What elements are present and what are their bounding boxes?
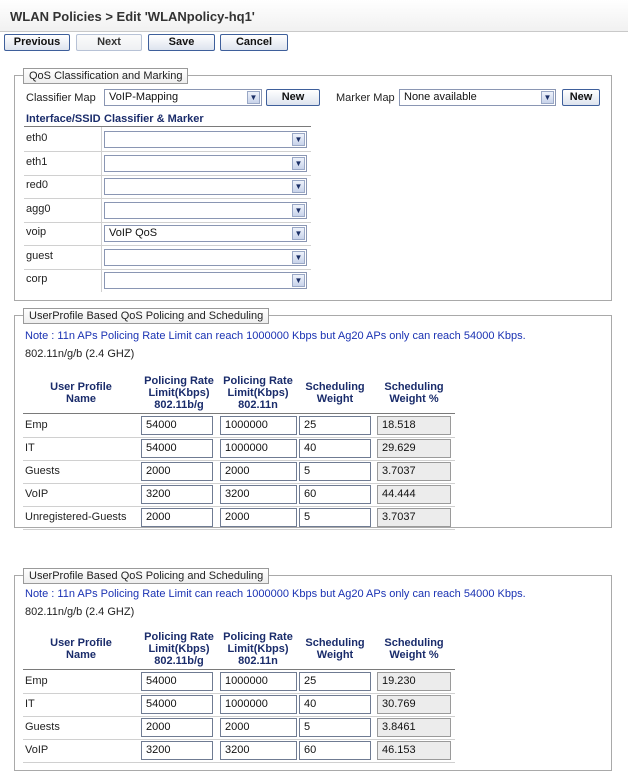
column-header xyxy=(299,637,371,661)
column-header-line: 802.11b/g xyxy=(154,655,204,667)
next-button[interactable]: Next xyxy=(76,34,142,51)
rate-n-input[interactable]: 2000 xyxy=(220,462,297,481)
column-header-line: Limit(Kbps) xyxy=(227,387,289,399)
weight-percent-field: 19.230 xyxy=(377,672,451,691)
interface-name: guest xyxy=(26,249,53,262)
weight-input[interactable]: 40 xyxy=(299,439,371,458)
user-profile-name: Emp xyxy=(25,675,48,687)
column-header-line: Scheduling xyxy=(384,381,444,393)
new-marker-button[interactable]: New xyxy=(562,89,600,106)
column-header-line: Policing Rate xyxy=(223,631,293,643)
marker-map-label: Marker Map xyxy=(336,92,395,104)
classifier-marker-select[interactable] xyxy=(104,202,307,219)
weight-percent-field: 3.7037 xyxy=(377,508,451,527)
row-divider xyxy=(23,529,455,530)
column-header-line: Scheduling xyxy=(305,381,365,393)
column-header xyxy=(25,637,137,661)
column-header-line: Weight xyxy=(316,649,354,661)
interface-name: corp xyxy=(26,273,48,285)
qos-classification-panel xyxy=(14,70,612,301)
weight-percent-field: 30.769 xyxy=(377,695,451,714)
row-divider xyxy=(23,693,455,694)
row-divider xyxy=(24,269,311,270)
chevron-down-icon: ▼ xyxy=(292,251,305,264)
band-label: 802.11n/g/b (2.4 GHZ) xyxy=(25,348,135,360)
row-divider xyxy=(24,175,311,176)
column-header-line: Weight xyxy=(316,393,354,405)
row-divider xyxy=(23,739,455,740)
classifier-marker-select[interactable] xyxy=(104,225,307,242)
column-header-line: Policing Rate xyxy=(144,631,214,643)
weight-input[interactable]: 5 xyxy=(299,508,371,527)
chevron-down-icon: ▼ xyxy=(292,274,305,287)
header-divider xyxy=(23,669,455,670)
chevron-down-icon: ▼ xyxy=(292,180,305,193)
rate-bg-input[interactable]: 3200 xyxy=(141,741,213,760)
weight-percent-field: 3.7037 xyxy=(377,462,451,481)
column-header-line: 802.11n xyxy=(238,399,278,411)
rate-bg-input[interactable]: 2000 xyxy=(141,462,213,481)
classifier-marker-select[interactable] xyxy=(104,131,307,148)
user-profile-name: VoIP xyxy=(25,744,49,756)
weight-percent-field: 29.629 xyxy=(377,439,451,458)
weight-input[interactable]: 5 xyxy=(299,718,371,737)
user-profile-name: Emp xyxy=(25,419,48,431)
header-divider xyxy=(23,413,455,414)
policing-legend: UserProfile Based QoS Policing and Scheduling xyxy=(23,308,269,324)
column-header-line: Limit(Kbps) xyxy=(148,387,210,399)
rate-bg-input[interactable]: 2000 xyxy=(141,508,213,527)
rate-bg-input[interactable]: 3200 xyxy=(141,485,213,504)
column-header-line: 802.11b/g xyxy=(154,399,204,411)
row-divider xyxy=(23,716,455,717)
column-header xyxy=(299,381,371,405)
classifier-map-label: Classifier Map xyxy=(26,92,96,104)
row-divider xyxy=(23,483,455,484)
rate-n-input[interactable]: 1000000 xyxy=(220,695,297,714)
weight-input[interactable]: 60 xyxy=(299,485,371,504)
column-divider xyxy=(101,127,102,292)
qos-classification-legend: QoS Classification and Marking xyxy=(23,68,188,84)
save-button[interactable]: Save xyxy=(148,34,215,51)
row-divider xyxy=(24,151,311,152)
classifier-map-value: VoIP-Mapping xyxy=(109,91,179,103)
weight-input[interactable]: 25 xyxy=(299,672,371,691)
row-divider xyxy=(24,222,311,223)
chevron-down-icon: ▼ xyxy=(292,133,305,146)
policing-note: Note : 11n APs Policing Rate Limit can reach 1000000 Kbps but Ag20 APs only can reach 54000 Kbps. xyxy=(25,330,526,342)
user-profile-name: IT xyxy=(25,698,35,710)
rate-n-input[interactable]: 2000 xyxy=(220,508,297,527)
column-header-line: Weight % xyxy=(389,649,439,661)
row-divider xyxy=(23,460,455,461)
user-profile-name: VoIP xyxy=(25,488,49,500)
interface-name: agg0 xyxy=(26,202,51,215)
column-header xyxy=(219,631,297,667)
column-header xyxy=(141,375,217,411)
column-header-line: User Profile xyxy=(50,381,112,393)
row-divider xyxy=(24,245,311,246)
column-header-line: User Profile xyxy=(50,637,112,649)
column-header xyxy=(25,381,137,405)
rate-bg-input[interactable]: 54000 xyxy=(141,695,213,714)
interface-ssid-header: Interface/SSID xyxy=(26,113,101,125)
marker-map-select[interactable] xyxy=(399,89,556,106)
column-header xyxy=(377,637,451,661)
rate-bg-input[interactable]: 54000 xyxy=(141,672,213,691)
column-header-line: Scheduling xyxy=(384,637,444,649)
user-profile-name: Guests xyxy=(25,721,60,733)
classifier-marker-value: VoIP QoS xyxy=(109,227,158,239)
interface-name: red0 xyxy=(26,179,49,191)
user-profile-name: Unregistered-Guests xyxy=(25,511,127,523)
chevron-down-icon: ▼ xyxy=(247,91,260,104)
classifier-marker-select[interactable] xyxy=(104,178,307,195)
chevron-down-icon: ▼ xyxy=(292,227,305,240)
policing-note-2: Note : 11n APs Policing Rate Limit can reach 1000000 Kbps but Ag20 APs only can reach 54000 Kbps. xyxy=(25,588,526,600)
chevron-down-icon: ▼ xyxy=(292,204,305,217)
row-divider xyxy=(24,198,311,199)
column-header-line: Name xyxy=(66,393,96,405)
classifier-marker-select[interactable] xyxy=(104,249,307,266)
cancel-button[interactable]: Cancel xyxy=(220,34,288,51)
row-divider xyxy=(23,506,455,507)
column-header-line: Scheduling xyxy=(305,637,365,649)
band-label-2: 802.11n/g/b (2.4 GHZ) xyxy=(25,606,135,618)
policing-legend-2: UserProfile Based QoS Policing and Scheduling xyxy=(23,568,269,584)
classifier-marker-select[interactable] xyxy=(104,272,307,289)
interface-name: voip xyxy=(26,226,47,238)
column-header xyxy=(377,381,451,405)
column-header xyxy=(219,375,297,411)
rate-n-input[interactable]: 1000000 xyxy=(220,672,297,691)
weight-input[interactable]: 5 xyxy=(299,462,371,481)
rate-n-input[interactable]: 1000000 xyxy=(220,439,297,458)
previous-button[interactable]: Previous xyxy=(4,34,70,51)
weight-percent-field: 18.518 xyxy=(377,416,451,435)
new-classifier-button[interactable]: New xyxy=(266,89,320,106)
rate-n-input[interactable]: 2000 xyxy=(220,718,297,737)
rate-n-input[interactable]: 1000000 xyxy=(220,416,297,435)
classifier-map-select[interactable] xyxy=(104,89,262,106)
column-header-line: 802.11n xyxy=(238,655,278,667)
rate-n-input[interactable]: 3200 xyxy=(220,741,297,760)
column-header-line: Limit(Kbps) xyxy=(227,643,289,655)
marker-map-value: None available xyxy=(404,91,477,103)
toolbar xyxy=(0,33,628,53)
column-header-line: Limit(Kbps) xyxy=(148,643,210,655)
title-bar xyxy=(0,0,628,32)
interface-name: eth1 xyxy=(26,155,48,168)
policing-panel xyxy=(14,310,612,528)
weight-input[interactable]: 40 xyxy=(299,695,371,714)
column-header-line: Policing Rate xyxy=(144,375,214,387)
classifier-marker-select[interactable] xyxy=(104,155,307,172)
row-divider xyxy=(23,437,455,438)
column-header-line: Weight % xyxy=(389,393,439,405)
weight-percent-field: 3.8461 xyxy=(377,718,451,737)
interface-name: eth0 xyxy=(26,132,48,144)
weight-percent-field: 44.444 xyxy=(377,485,451,504)
rate-bg-input[interactable]: 54000 xyxy=(141,416,213,435)
column-header-line: Name xyxy=(66,649,96,661)
chevron-down-icon: ▼ xyxy=(292,157,305,170)
column-header xyxy=(141,631,217,667)
user-profile-name: IT xyxy=(25,442,35,454)
policing-panel-2 xyxy=(14,570,612,771)
weight-input[interactable]: 60 xyxy=(299,741,371,760)
rate-n-input[interactable]: 3200 xyxy=(220,485,297,504)
classifier-marker-header: Classifier & Marker xyxy=(104,113,204,125)
user-profile-name: Guests xyxy=(25,465,60,477)
chevron-down-icon: ▼ xyxy=(541,91,554,104)
rate-bg-input[interactable]: 54000 xyxy=(141,439,213,458)
column-header-line: Policing Rate xyxy=(223,375,293,387)
row-divider xyxy=(23,762,455,763)
weight-input[interactable]: 25 xyxy=(299,416,371,435)
weight-percent-field: 46.153 xyxy=(377,741,451,760)
page-title: WLAN Policies > Edit 'WLANpolicy-hq1' xyxy=(10,9,255,24)
rate-bg-input[interactable]: 2000 xyxy=(141,718,213,737)
